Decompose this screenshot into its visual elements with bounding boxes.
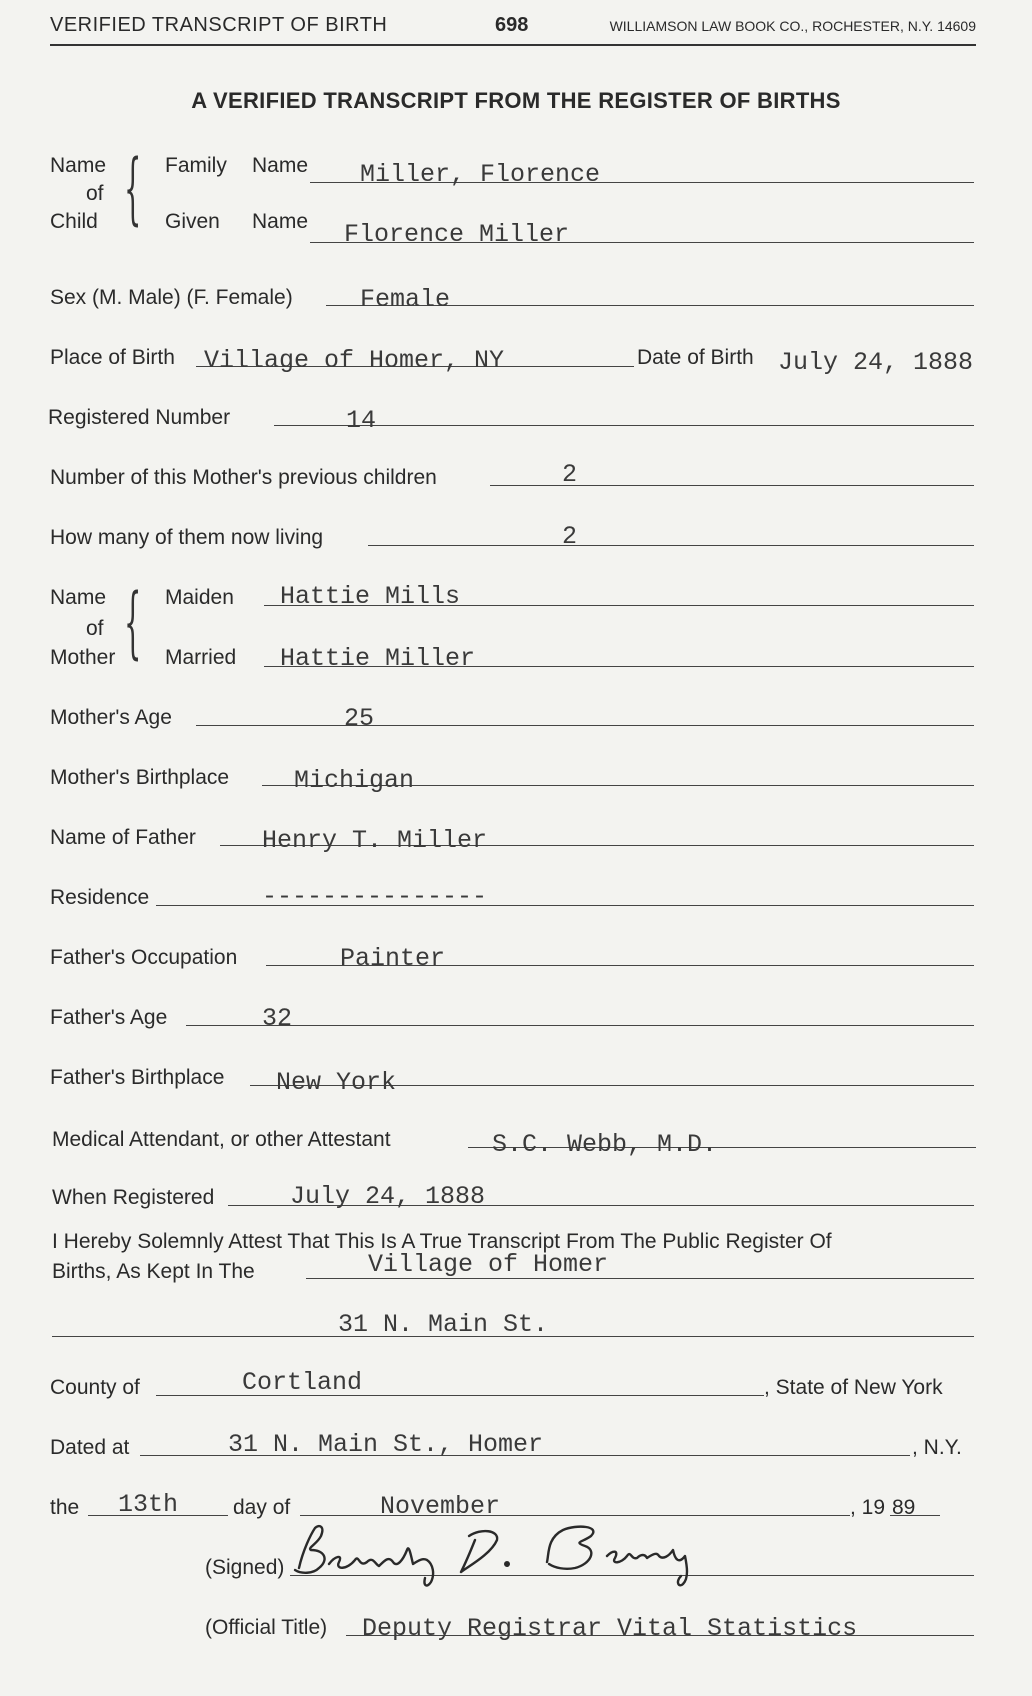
registered-number-line: [274, 425, 974, 426]
mother-age-line: [196, 725, 974, 726]
county-label: County of: [50, 1376, 140, 1399]
family-label: Family: [165, 154, 227, 177]
attendant-value: S.C. Webb, M.D.: [492, 1130, 718, 1159]
child-group-label-3: Child: [50, 210, 98, 233]
month-value: November: [380, 1492, 501, 1521]
day-value: 13th: [118, 1490, 179, 1519]
signed-label: (Signed): [205, 1556, 285, 1579]
dated-at-value: 31 N. Main St., Homer: [228, 1430, 544, 1459]
mother-birthplace-value: Michigan: [294, 766, 415, 795]
county-value: Cortland: [242, 1368, 363, 1397]
dated-at-suffix: , N.Y.: [912, 1436, 962, 1459]
father-name-label: Name of Father: [50, 826, 196, 849]
registered-label: When Registered: [52, 1186, 215, 1209]
day-of-label: day of: [233, 1496, 291, 1519]
given-name-value: Florence Miller: [344, 220, 570, 249]
maiden-label: Maiden: [165, 586, 234, 609]
birthplace-label: Place of Birth: [50, 346, 175, 369]
previous-children-value: 2: [562, 460, 578, 489]
birth-date-label: Date of Birth: [637, 346, 754, 369]
given-label: Given: [165, 210, 220, 233]
married-value: Hattie Miller: [280, 644, 476, 673]
birth-date-value: July 24, 1888: [778, 348, 974, 377]
mother-group-label-3: Mother: [50, 646, 116, 669]
family-name-value: Miller, Florence: [360, 160, 601, 189]
kept-in-value: Village of Homer: [368, 1250, 609, 1279]
address-value: 31 N. Main St.: [338, 1310, 549, 1339]
publisher: WILLIAMSON LAW BOOK CO., ROCHESTER, N.Y. 14609: [609, 18, 976, 34]
official-title-label: (Official Title): [205, 1616, 328, 1639]
signature-image: [285, 1520, 805, 1590]
child-brace: {: [124, 144, 142, 234]
given-name-label: Name: [252, 210, 309, 233]
mother-group-label-1: Name: [50, 586, 107, 609]
previous-children-label: Number of this Mother's previous children: [50, 466, 437, 489]
the-label: the: [50, 1496, 80, 1519]
sex-label: Sex (M. Male) (F. Female): [50, 286, 293, 309]
married-label: Married: [165, 646, 237, 669]
year-prefix: , 19: [850, 1496, 886, 1519]
father-age-line: [186, 1025, 974, 1026]
residence-label: Residence: [50, 886, 150, 909]
attendant-label: Medical Attendant, or other Attestant: [52, 1128, 391, 1151]
father-birthplace-value: New York: [276, 1068, 397, 1097]
mother-age-label: Mother's Age: [50, 706, 172, 729]
father-occupation-label: Father's Occupation: [50, 946, 238, 969]
mother-group-label-2: of: [86, 617, 104, 640]
father-age-label: Father's Age: [50, 1006, 168, 1029]
family-name-label: Name: [252, 154, 309, 177]
year-value: 89: [892, 1496, 916, 1519]
residence-value: ---------------: [262, 882, 488, 911]
document-title: A VERIFIED TRANSCRIPT FROM THE REGISTER OF BIRTHS: [191, 88, 841, 113]
state-label: , State of New York: [764, 1376, 943, 1399]
form-title: VERIFIED TRANSCRIPT OF BIRTH: [50, 14, 388, 36]
birthplace-value: Village of Homer, NY: [204, 346, 505, 375]
attest-line-1: I Hereby Solemnly Attest That This Is A True Transcript From The Public Register Of: [52, 1230, 832, 1253]
attest-line-2: Births, As Kept In The: [52, 1260, 255, 1283]
mother-age-value: 25: [344, 704, 375, 733]
maiden-value: Hattie Mills: [280, 582, 461, 611]
now-living-label: How many of them now living: [50, 526, 324, 549]
father-name-value: Henry T. Miller: [262, 826, 488, 855]
official-title-value: Deputy Registrar Vital Statistics: [362, 1614, 858, 1643]
registered-number-label: Registered Number: [48, 406, 231, 429]
dated-at-label: Dated at: [50, 1436, 130, 1459]
mother-birthplace-label: Mother's Birthplace: [50, 766, 230, 789]
child-group-label-1: Name: [50, 154, 107, 177]
form-header: [50, 12, 976, 46]
now-living-line: [368, 545, 974, 546]
father-occupation-value: Painter: [340, 944, 446, 973]
father-birthplace-label: Father's Birthplace: [50, 1066, 225, 1089]
form-number: 698: [495, 14, 529, 36]
child-group-label-2: of: [86, 182, 104, 205]
sex-value: Female: [360, 285, 451, 314]
registered-number-value: 14: [346, 406, 377, 435]
father-age-value: 32: [262, 1004, 293, 1033]
registered-value: July 24, 1888: [290, 1182, 486, 1211]
mother-brace: {: [124, 578, 142, 668]
now-living-value: 2: [562, 522, 578, 551]
